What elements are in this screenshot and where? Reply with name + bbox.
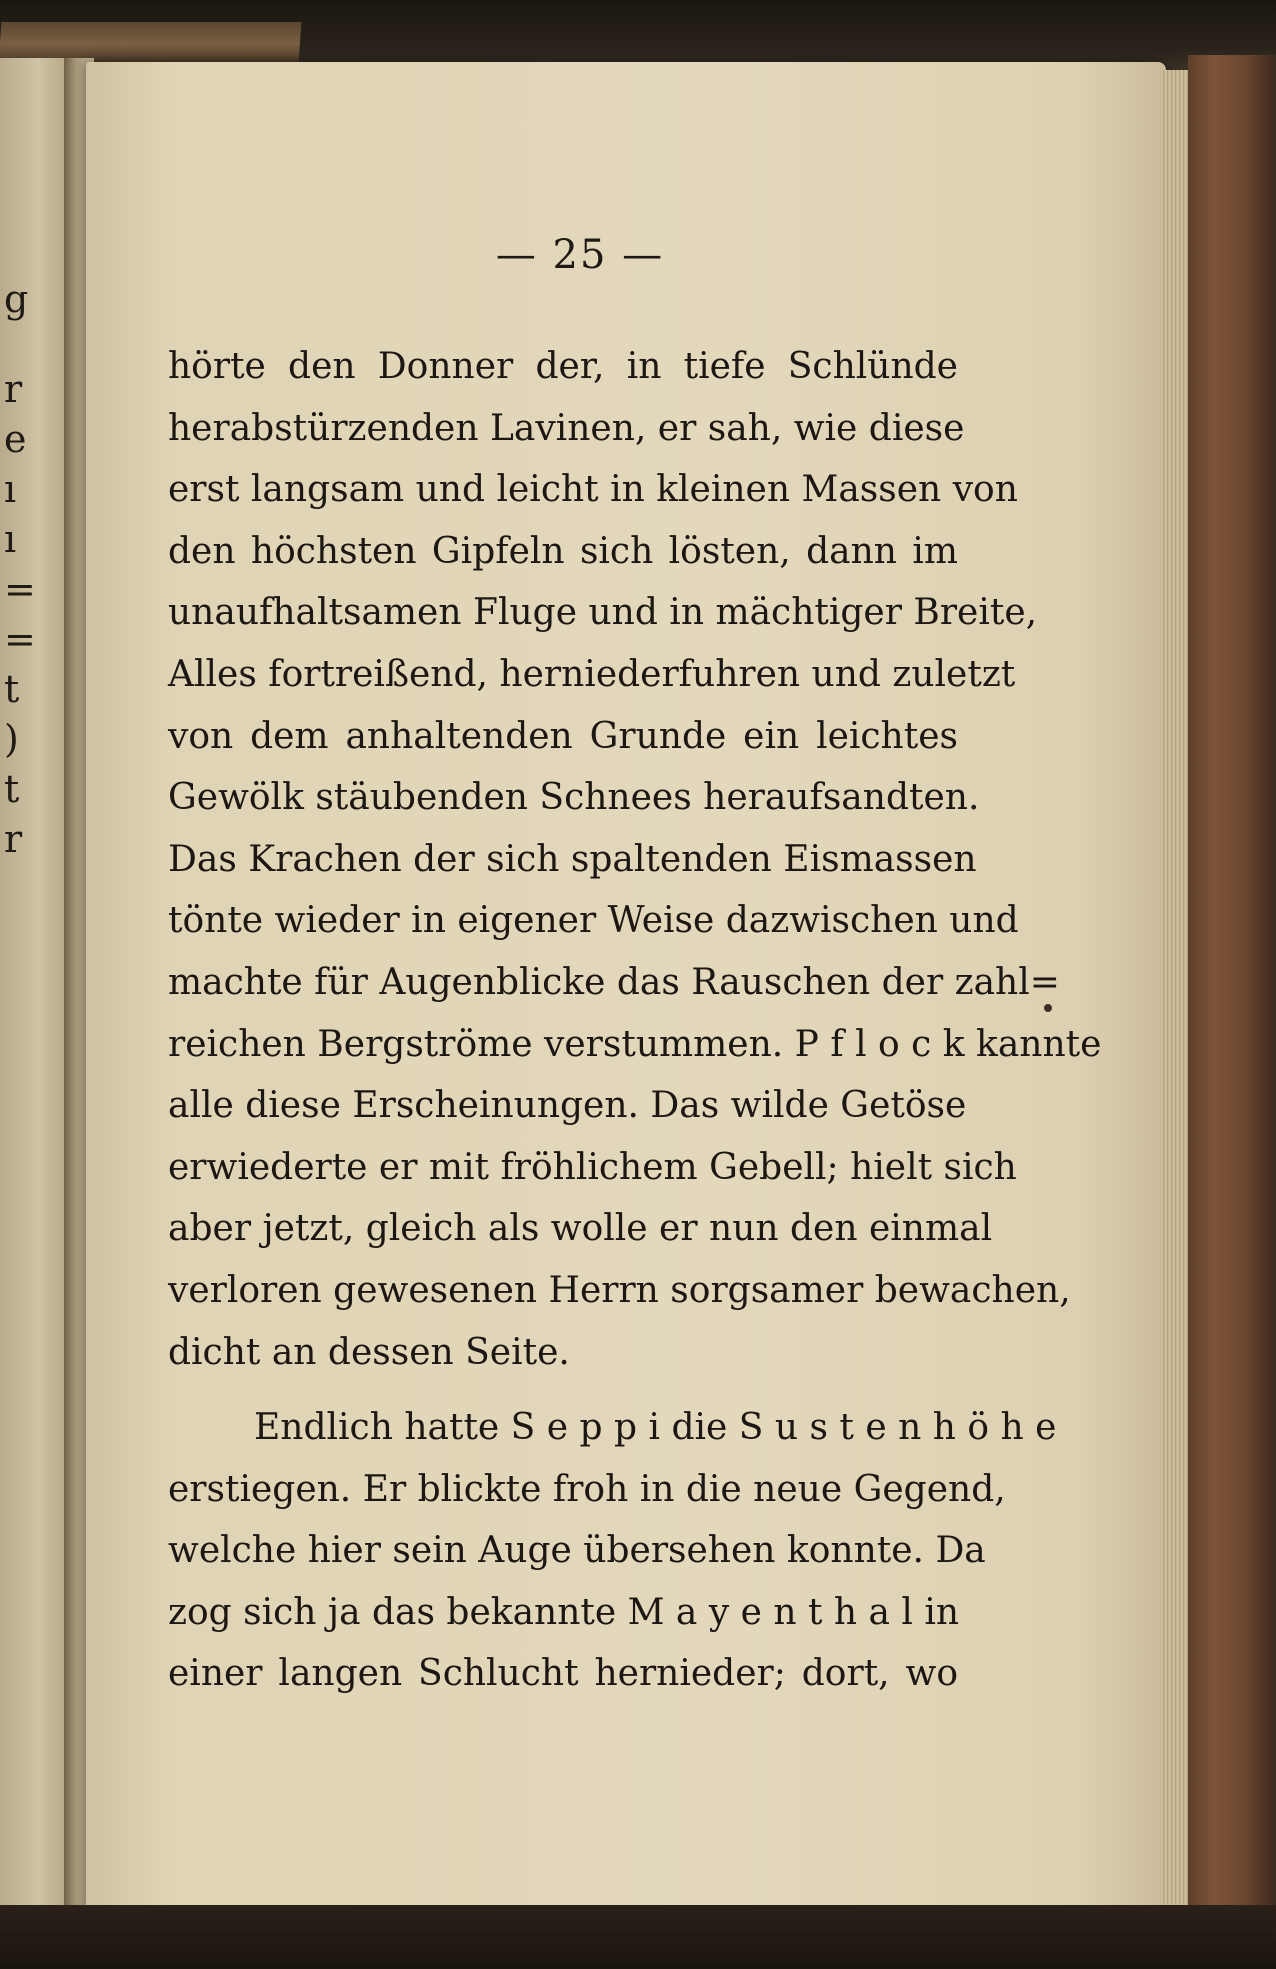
page-number: — 25 — bbox=[495, 232, 665, 278]
text-line: einer langen Schlucht hernieder; dort, wo bbox=[168, 1653, 958, 1695]
text-line: unaufhaltsamen Fluge und in mächtiger Breite, bbox=[168, 592, 1038, 634]
text-line: erst langsam und leicht in kleinen Massen von bbox=[168, 469, 1018, 511]
text-line: zog sich ja das bekannte M a y e n t h a l in bbox=[168, 1591, 960, 1633]
left-page-fragment: t bbox=[4, 667, 20, 711]
left-page-fragment: = bbox=[4, 567, 36, 611]
text-line: verloren gewesenen Herrn sorgsamer bewachen, bbox=[168, 1269, 1071, 1311]
left-page-edge bbox=[0, 58, 66, 1918]
text-line: alle diese Erscheinungen. Das wilde Getöse bbox=[168, 1085, 967, 1127]
text-line: erwiederte er mit fröhlichem Gebell; hielt sich bbox=[168, 1146, 1017, 1188]
ink-spot bbox=[1044, 1004, 1052, 1012]
text-line: Das Krachen der sich spaltenden Eismassen bbox=[168, 838, 977, 880]
text-line: Gewölk stäubenden Schnees heraufsandten. bbox=[168, 777, 980, 819]
spine-band bbox=[0, 22, 301, 62]
text-line: erstiegen. Er blickte froh in die neue Gegend, bbox=[168, 1468, 1006, 1510]
text-line: aber jetzt, gleich als wolle er nun den einmal bbox=[168, 1208, 993, 1250]
left-page-fragment: ı bbox=[4, 517, 17, 561]
text-line: tönte wieder in eigener Weise dazwischen und bbox=[168, 900, 1019, 942]
text-line: welche hier sein Auge übersehen konnte. Da bbox=[168, 1530, 986, 1572]
text-line: reichen Bergströme verstummen. P f l o c k kannte bbox=[168, 1023, 1102, 1065]
left-page-fragment: ) bbox=[4, 717, 19, 761]
text-line: den höchsten Gipfeln sich lösten, dann im bbox=[168, 530, 958, 572]
text-line: herabstürzenden Lavinen, er sah, wie diese bbox=[168, 407, 965, 449]
text-line: hörte den Donner der, in tiefe Schlünde bbox=[168, 346, 958, 387]
text-line: machte für Augenblicke das Rauschen der zahl= bbox=[168, 961, 1060, 1003]
text-line: Alles fortreißend, herniederfuhren und zuletzt bbox=[168, 653, 1016, 695]
left-page-fragment: t bbox=[4, 767, 20, 811]
paragraph-gap bbox=[168, 1383, 958, 1397]
text-line: dicht an dessen Seite. bbox=[168, 1331, 570, 1373]
left-page-fragment: ı bbox=[4, 467, 17, 511]
text-line: Endlich hatte S e p p i die S u s t e n h ö h e bbox=[254, 1407, 1057, 1449]
page-edges bbox=[1160, 70, 1190, 1910]
left-page-fragment: = bbox=[4, 617, 36, 661]
left-page-fragment: e bbox=[4, 417, 27, 461]
text-line: von dem anhaltenden Grunde ein leichtes bbox=[168, 715, 958, 757]
book-cover-right bbox=[1188, 55, 1276, 1969]
left-page-fragment: r bbox=[4, 817, 23, 861]
book-cover-bottom bbox=[0, 1905, 1276, 1969]
left-page-fragment: g bbox=[4, 277, 29, 321]
left-page-fragment: r bbox=[4, 367, 23, 411]
body-text bbox=[168, 336, 1102, 1705]
